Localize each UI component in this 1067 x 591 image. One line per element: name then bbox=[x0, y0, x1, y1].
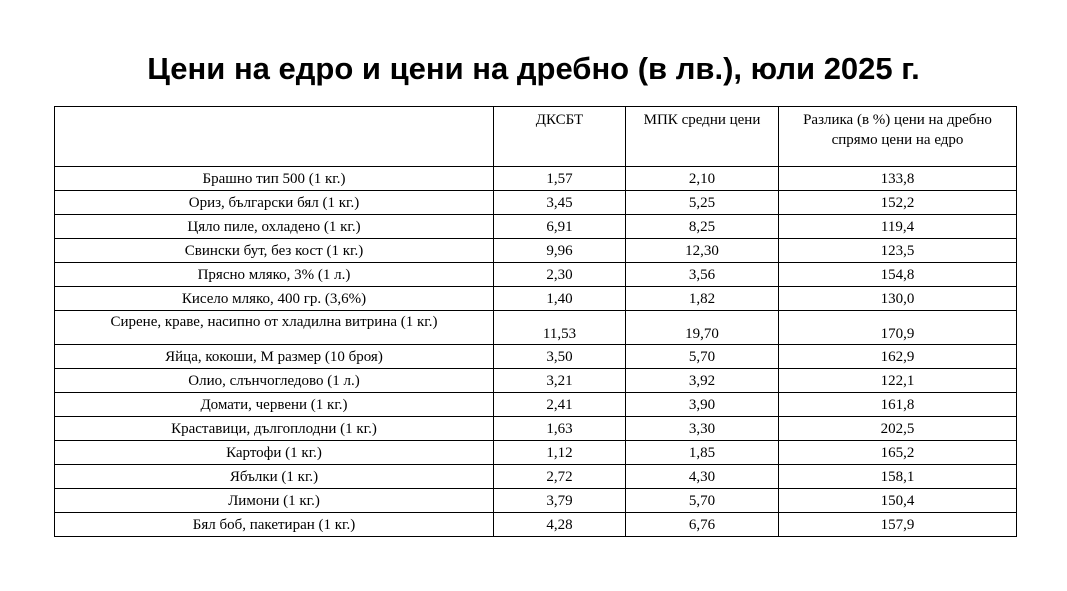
table-row bbox=[55, 191, 1017, 215]
product-name-cell: Домати, червени (1 кг.) bbox=[55, 393, 494, 417]
table-row bbox=[55, 393, 1017, 417]
table-row bbox=[55, 441, 1017, 465]
table-row bbox=[55, 465, 1017, 489]
mpk-price-cell: 19,70 bbox=[626, 311, 779, 345]
dksbt-price-cell: 3,21 bbox=[494, 369, 626, 393]
product-name-cell: Лимони (1 кг.) bbox=[55, 489, 494, 513]
product-name-cell: Брашно тип 500 (1 кг.) bbox=[55, 167, 494, 191]
dksbt-price-cell: 1,63 bbox=[494, 417, 626, 441]
table-row bbox=[55, 311, 1017, 345]
mpk-price-cell: 3,90 bbox=[626, 393, 779, 417]
header-dksbt: ДКСБТ bbox=[494, 107, 626, 167]
difference-percent-cell: 119,4 bbox=[779, 215, 1017, 239]
product-name-cell: Олио, слънчогледово (1 л.) bbox=[55, 369, 494, 393]
difference-percent-cell: 130,0 bbox=[779, 287, 1017, 311]
table-row bbox=[55, 417, 1017, 441]
table-row bbox=[55, 287, 1017, 311]
mpk-price-cell: 6,76 bbox=[626, 513, 779, 537]
difference-percent-cell: 150,4 bbox=[779, 489, 1017, 513]
table-row bbox=[55, 345, 1017, 369]
product-name-cell: Ябълки (1 кг.) bbox=[55, 465, 494, 489]
mpk-price-cell: 1,85 bbox=[626, 441, 779, 465]
product-name-cell: Цяло пиле, охладено (1 кг.) bbox=[55, 215, 494, 239]
difference-percent-cell: 133,8 bbox=[779, 167, 1017, 191]
price-comparison-table bbox=[54, 106, 1017, 537]
header-blank-cell bbox=[55, 107, 494, 167]
difference-percent-cell: 152,2 bbox=[779, 191, 1017, 215]
difference-percent-cell: 157,9 bbox=[779, 513, 1017, 537]
table-body bbox=[55, 167, 1017, 537]
difference-percent-cell: 123,5 bbox=[779, 239, 1017, 263]
product-name-cell: Картофи (1 кг.) bbox=[55, 441, 494, 465]
difference-percent-cell: 161,8 bbox=[779, 393, 1017, 417]
difference-percent-cell: 170,9 bbox=[779, 311, 1017, 345]
table-header bbox=[55, 107, 1017, 167]
table-row bbox=[55, 215, 1017, 239]
dksbt-price-cell: 3,45 bbox=[494, 191, 626, 215]
product-name-cell: Сирене, краве, насипно от хладилна витрина (1 кг.) bbox=[55, 311, 494, 345]
table-row bbox=[55, 369, 1017, 393]
header-mpk-average-prices: МПК средни цени bbox=[626, 107, 779, 167]
header-difference-percent: Разлика (в %) цени на дребно спрямо цени на едро bbox=[779, 107, 1017, 167]
difference-percent-cell: 158,1 bbox=[779, 465, 1017, 489]
table-row bbox=[55, 239, 1017, 263]
mpk-price-cell: 1,82 bbox=[626, 287, 779, 311]
table-row bbox=[55, 513, 1017, 537]
mpk-price-cell: 5,70 bbox=[626, 345, 779, 369]
dksbt-price-cell: 2,41 bbox=[494, 393, 626, 417]
mpk-price-cell: 3,56 bbox=[626, 263, 779, 287]
dksbt-price-cell: 4,28 bbox=[494, 513, 626, 537]
mpk-price-cell: 4,30 bbox=[626, 465, 779, 489]
product-name-cell: Бял боб, пакетиран (1 кг.) bbox=[55, 513, 494, 537]
page-title: Цени на едро и цени на дребно (в лв.), юли 2025 г. bbox=[147, 51, 920, 86]
dksbt-price-cell: 6,91 bbox=[494, 215, 626, 239]
product-name-cell: Краставици, дългоплодни (1 кг.) bbox=[55, 417, 494, 441]
product-name-cell: Яйца, кокоши, М размер (10 броя) bbox=[55, 345, 494, 369]
dksbt-price-cell: 9,96 bbox=[494, 239, 626, 263]
product-name-cell: Кисело мляко, 400 гр. (3,6%) bbox=[55, 287, 494, 311]
header-row bbox=[55, 107, 1017, 167]
difference-percent-cell: 162,9 bbox=[779, 345, 1017, 369]
dksbt-price-cell: 3,79 bbox=[494, 489, 626, 513]
table-row bbox=[55, 167, 1017, 191]
product-name-cell: Ориз, български бял (1 кг.) bbox=[55, 191, 494, 215]
dksbt-price-cell: 1,12 bbox=[494, 441, 626, 465]
product-name-cell: Свински бут, без кост (1 кг.) bbox=[55, 239, 494, 263]
mpk-price-cell: 5,70 bbox=[626, 489, 779, 513]
dksbt-price-cell: 1,40 bbox=[494, 287, 626, 311]
mpk-price-cell: 8,25 bbox=[626, 215, 779, 239]
table-row bbox=[55, 489, 1017, 513]
mpk-price-cell: 12,30 bbox=[626, 239, 779, 263]
mpk-price-cell: 3,92 bbox=[626, 369, 779, 393]
dksbt-price-cell: 2,30 bbox=[494, 263, 626, 287]
difference-percent-cell: 165,2 bbox=[779, 441, 1017, 465]
mpk-price-cell: 2,10 bbox=[626, 167, 779, 191]
mpk-price-cell: 5,25 bbox=[626, 191, 779, 215]
difference-percent-cell: 154,8 bbox=[779, 263, 1017, 287]
product-name-cell: Прясно мляко, 3% (1 л.) bbox=[55, 263, 494, 287]
dksbt-price-cell: 3,50 bbox=[494, 345, 626, 369]
table-row bbox=[55, 263, 1017, 287]
dksbt-price-cell: 2,72 bbox=[494, 465, 626, 489]
mpk-price-cell: 3,30 bbox=[626, 417, 779, 441]
dksbt-price-cell: 11,53 bbox=[494, 311, 626, 345]
difference-percent-cell: 122,1 bbox=[779, 369, 1017, 393]
dksbt-price-cell: 1,57 bbox=[494, 167, 626, 191]
difference-percent-cell: 202,5 bbox=[779, 417, 1017, 441]
